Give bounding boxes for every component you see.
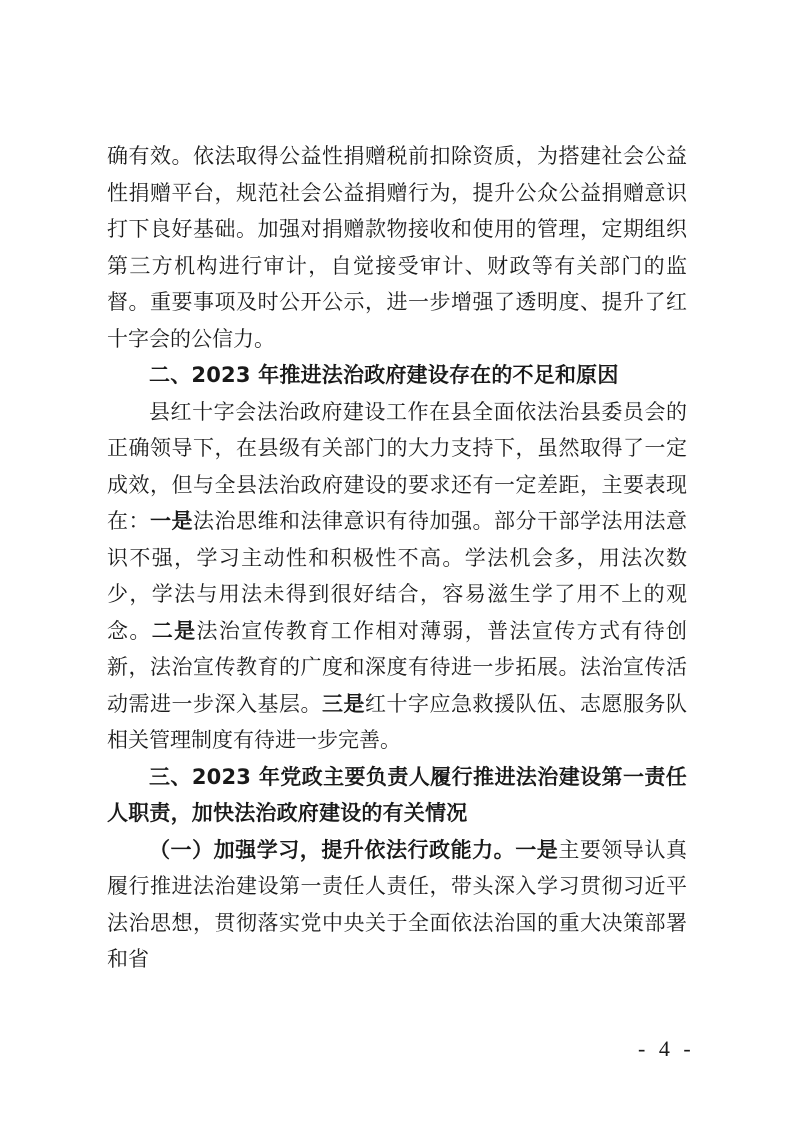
paragraph-intro: 县红十字会法治政府建设工作在县全面依法治县委员会的正确领导下，在县级有关部门的大力支持下，虽然取得了一定成效，但与全县法治政府建设的要求还有一定差距，主要表现在：: [107, 399, 687, 533]
section-heading-2: 二、2023 年推进法治政府建设存在的不足和原因: [149, 363, 619, 387]
paragraph-continued: 确有效。依法取得公益性捐赠税前扣除资质，为搭建社会公益性捐赠平台，规范社会公益捐赠行为，提升公众公益捐赠意识打下良好基础。加强对捐赠款物接收和使用的管理，定期组织第三方机构进行审计，自觉接受审计、财政等有关部门的监督。重要事项及时公开公示，进一步增强了透明度、提升了红十字会的公信力。: [107, 144, 687, 351]
page-number: - 4 -: [638, 1036, 695, 1061]
lead-first-study: 一是: [515, 837, 559, 862]
lead-first: 一是: [150, 509, 193, 533]
lead-second: 二是: [151, 618, 197, 643]
point-first: 法治思维和法律意识有待加强。部分干部学法用法意识不强，学习主动性和积极性不高。学法机会多，用法次数少，学法与用法未得到很好结合，容易滋生学了用不上的观念。: [107, 509, 687, 643]
paragraph-study: [107, 832, 687, 978]
point-study: 主要领导认真履行推进法治建设第一责任人责任，带头深入学习贯彻习近平法治思想，贯彻落实党中央关于全面依法治国的重大决策部署和省: [107, 837, 688, 971]
point-third: 红十字应急救援队伍、志愿服务队相关管理制度有待进一步完善。: [107, 691, 687, 752]
section-heading-3: 三、2023 年党政主要负责人履行推进法治建设第一责任人职责，加快法治政府建设的有关情况: [107, 764, 687, 825]
subheading-study: （一）加强学习，提升依法行政能力。: [149, 837, 516, 862]
document-body: [107, 138, 687, 978]
lead-third: 三是: [322, 691, 365, 716]
point-second: 法治宣传教育工作相对薄弱，普法宣传方式有待创新，法治宣传教育的广度和深度有待进一步拓展。法治宣传活动需进一步深入基层。: [107, 618, 688, 716]
paragraph-shortcomings: [107, 394, 687, 759]
